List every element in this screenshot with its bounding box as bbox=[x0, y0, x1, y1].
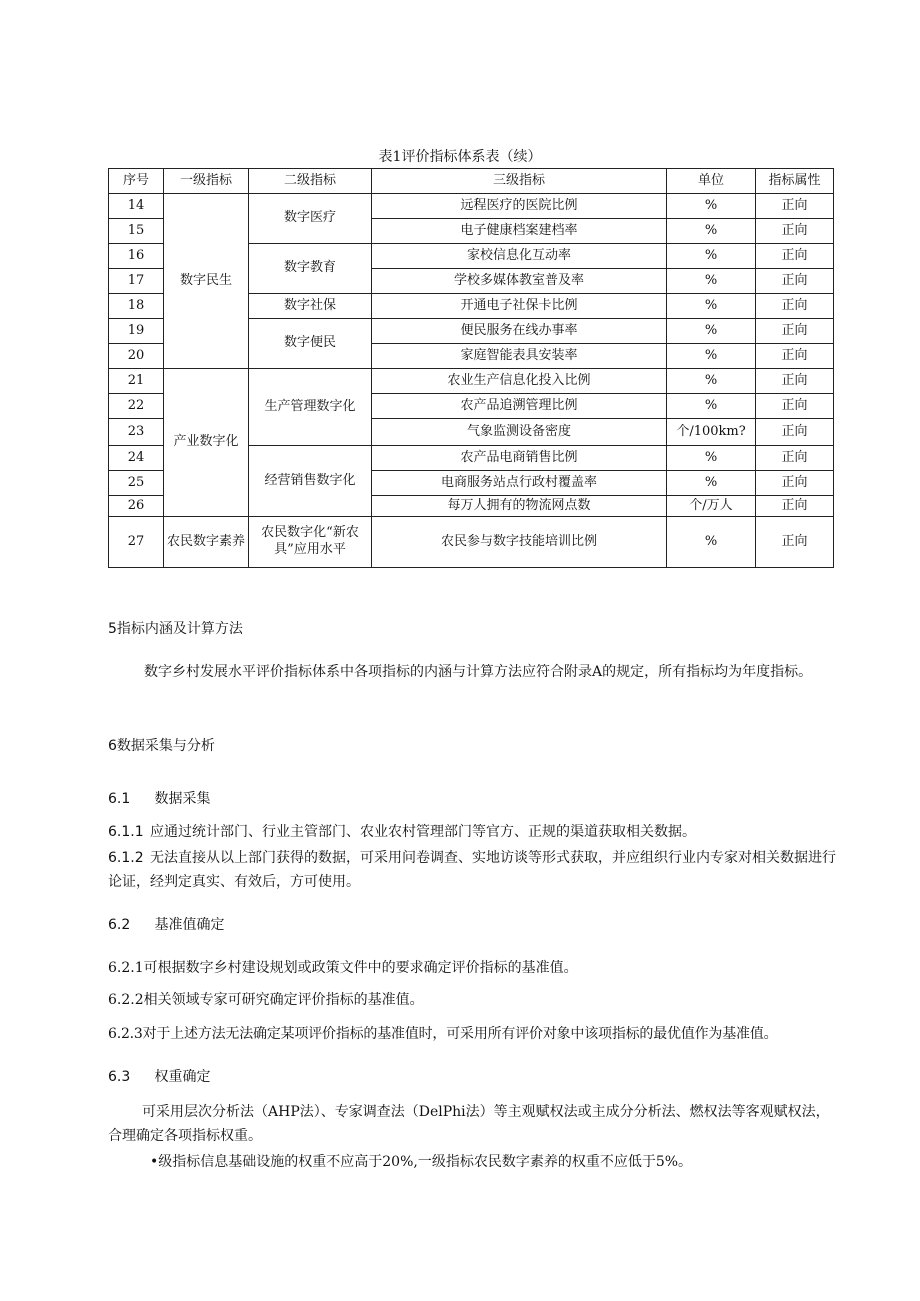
header-level2: 二级指标 bbox=[249, 169, 372, 194]
row-no: 26 bbox=[109, 496, 164, 517]
row-no: 24 bbox=[109, 446, 164, 471]
level3-cell: 农民参与数字技能培训比例 bbox=[372, 517, 667, 568]
level2-cell: 生产管理数字化 bbox=[249, 369, 372, 446]
table-caption: 表1评价指标体系表（续） bbox=[378, 149, 542, 165]
clause-6-2-3: 6.2.3对于上述方法无法确定某项评价指标的基准值时，可采用所有评价对象中该项指标的最优值作为基准值。 bbox=[108, 1026, 778, 1042]
section-number: 6.3 bbox=[108, 1069, 131, 1085]
attr-cell: 正向 bbox=[756, 517, 834, 568]
section-5-body: 数字乡村发展水平评价指标体系中各项指标的内涵与计算方法应符合附录A的规定，所有指标均为年度指标。 bbox=[144, 664, 813, 680]
attr-cell: 正向 bbox=[756, 496, 834, 517]
clause-number: 6.1.2 bbox=[108, 850, 144, 866]
level3-cell: 家庭智能表具安装率 bbox=[372, 344, 667, 369]
table-row bbox=[109, 194, 834, 219]
clause-6-1-2 bbox=[108, 846, 836, 894]
row-no: 23 bbox=[109, 419, 164, 446]
attr-cell: 正向 bbox=[756, 471, 834, 496]
section-number: 6.1 bbox=[108, 791, 131, 807]
row-no: 21 bbox=[109, 369, 164, 394]
level3-cell: 便民服务在线办事率 bbox=[372, 319, 667, 344]
attr-cell: 正向 bbox=[756, 446, 834, 471]
row-no: 20 bbox=[109, 344, 164, 369]
unit-cell: 个/万人 bbox=[667, 496, 756, 517]
level3-cell: 每万人拥有的物流网点数 bbox=[372, 496, 667, 517]
indicator-table bbox=[108, 168, 834, 568]
header-attr: 指标属性 bbox=[756, 169, 834, 194]
level1-cell: 产业数字化 bbox=[164, 369, 249, 517]
section-title: 数据采集 bbox=[154, 791, 211, 807]
row-no: 22 bbox=[109, 394, 164, 419]
header-no: 序号 bbox=[109, 169, 164, 194]
attr-cell: 正向 bbox=[756, 319, 834, 344]
level2-cell: 数字便民 bbox=[249, 319, 372, 369]
unit-cell: % bbox=[667, 219, 756, 244]
unit-cell: % bbox=[667, 446, 756, 471]
unit-cell: % bbox=[667, 194, 756, 219]
unit-cell: % bbox=[667, 394, 756, 419]
clause-text: 应通过统计部门、行业主管部门、农业农村管理部门等官方、正规的渠道获取相关数据。 bbox=[150, 824, 696, 840]
row-no: 18 bbox=[109, 294, 164, 319]
level3-cell: 家校信息化互动率 bbox=[372, 244, 667, 269]
section-number: 6.2 bbox=[108, 917, 131, 933]
unit-cell: % bbox=[667, 269, 756, 294]
attr-cell: 正向 bbox=[756, 219, 834, 244]
attr-cell: 正向 bbox=[756, 269, 834, 294]
header-unit: 单位 bbox=[667, 169, 756, 194]
row-no: 15 bbox=[109, 219, 164, 244]
clause-6-2-2: 6.2.2相关领域专家可研究确定评价指标的基准值。 bbox=[108, 992, 424, 1008]
level3-cell: 远程医疗的医院比例 bbox=[372, 194, 667, 219]
level2-cell: 农民数字化“新农具”应用水平 bbox=[249, 517, 372, 568]
table-row bbox=[109, 369, 834, 394]
section-6-1-heading bbox=[108, 788, 210, 808]
clause-number: 6.1.1 bbox=[108, 824, 144, 840]
level3-cell: 电商服务站点行政村覆盖率 bbox=[372, 471, 667, 496]
section-6-2-heading bbox=[108, 914, 224, 934]
level3-cell: 开通电子社保卡比例 bbox=[372, 294, 667, 319]
level3-cell: 农业生产信息化投入比例 bbox=[372, 369, 667, 394]
section-6-3-note: •级指标信息基础设施的权重不应高于20%,一级指标农民数字素养的权重不应低于5%。 bbox=[150, 1154, 693, 1170]
header-level3: 三级指标 bbox=[372, 169, 667, 194]
section-6-3-heading bbox=[108, 1066, 210, 1086]
section-5-heading: 5指标内涵及计算方法 bbox=[108, 621, 243, 637]
section-6-heading: 6数据采集与分析 bbox=[108, 738, 215, 754]
unit-cell: % bbox=[667, 344, 756, 369]
header-level1: 一级指标 bbox=[164, 169, 249, 194]
unit-cell: % bbox=[667, 471, 756, 496]
level2-cell: 数字教育 bbox=[249, 244, 372, 294]
level1-cell: 农民数字素养 bbox=[164, 517, 249, 568]
row-no: 16 bbox=[109, 244, 164, 269]
section-title: 权重确定 bbox=[154, 1069, 211, 1085]
level2-cell: 数字社保 bbox=[249, 294, 372, 319]
level1-cell: 数字民生 bbox=[164, 194, 249, 369]
row-no: 17 bbox=[109, 269, 164, 294]
level3-cell: 农产品电商销售比例 bbox=[372, 446, 667, 471]
attr-cell: 正向 bbox=[756, 419, 834, 446]
row-no: 25 bbox=[109, 471, 164, 496]
level3-cell: 气象监测设备密度 bbox=[372, 419, 667, 446]
section-title: 基准值确定 bbox=[154, 917, 225, 933]
unit-cell: % bbox=[667, 369, 756, 394]
unit-cell: % bbox=[667, 319, 756, 344]
level3-cell: 学校多媒体教室普及率 bbox=[372, 269, 667, 294]
attr-cell: 正向 bbox=[756, 244, 834, 269]
unit-cell: % bbox=[667, 517, 756, 568]
level3-cell: 农产品追溯管理比例 bbox=[372, 394, 667, 419]
level2-cell: 数字医疗 bbox=[249, 194, 372, 244]
clause-text: 无法直接从以上部门获得的数据，可采用问卷调查、实地访谈等形式获取，并应组织行业内专家对相关数据进行论证，经判定真实、有效后，方可使用。 bbox=[108, 850, 836, 890]
level3-cell: 电子健康档案建档率 bbox=[372, 219, 667, 244]
attr-cell: 正向 bbox=[756, 194, 834, 219]
row-no: 14 bbox=[109, 194, 164, 219]
attr-cell: 正向 bbox=[756, 394, 834, 419]
row-no: 19 bbox=[109, 319, 164, 344]
attr-cell: 正向 bbox=[756, 369, 834, 394]
row-no: 27 bbox=[109, 517, 164, 568]
level2-cell: 经营销售数字化 bbox=[249, 446, 372, 517]
table-header-row bbox=[109, 169, 834, 194]
unit-cell: % bbox=[667, 294, 756, 319]
section-6-3-body: 可采用层次分析法（AHP法）、专家调查法（DelPhi法）等主观赋权法或主成分分析法、燃权法等客观赋权法，合理确定各项指标权重。 bbox=[108, 1104, 830, 1144]
clause-6-2-1: 6.2.1可根据数字乡村建设规划或政策文件中的要求确定评价指标的基准值。 bbox=[108, 960, 578, 976]
unit-cell: 个/100km? bbox=[667, 419, 756, 446]
attr-cell: 正向 bbox=[756, 294, 834, 319]
clause-6-1-1 bbox=[108, 820, 836, 844]
attr-cell: 正向 bbox=[756, 344, 834, 369]
table-row bbox=[109, 517, 834, 568]
unit-cell: % bbox=[667, 244, 756, 269]
